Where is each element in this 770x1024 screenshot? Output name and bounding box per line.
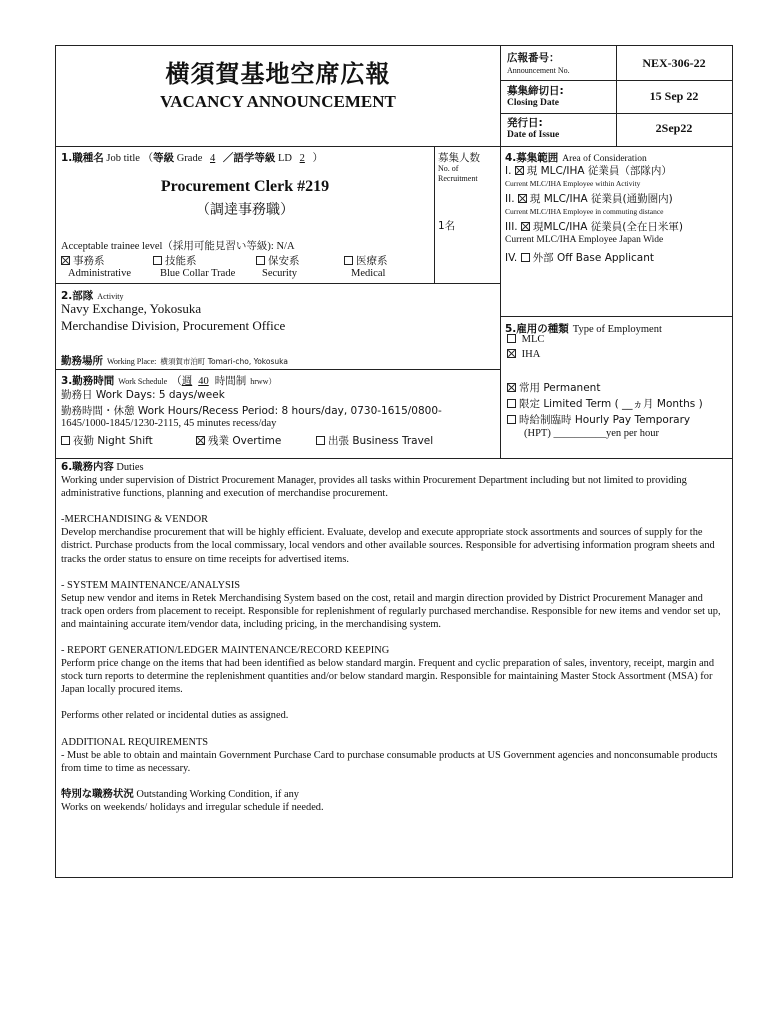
schedule-section-en: Work Schedule: [118, 377, 168, 386]
job-title-line: [61, 150, 323, 165]
grade-open: （: [142, 152, 154, 164]
closing-date-label-jp: 募集締切日:: [507, 85, 564, 97]
employment-section-en: Type of Employment: [572, 324, 662, 335]
ld-value: 2: [299, 153, 305, 164]
work-place-label-jp: 勤務場所: [61, 355, 103, 367]
work-hours-line2: 1645/1000-1845/1230-2115, 45 minutes recess/day: [61, 418, 277, 429]
merch-title: -MERCHANDISING & VENDOR: [61, 514, 209, 526]
activity-section-en: Activity: [97, 292, 124, 301]
employment-section-label: 5.雇用の種類: [505, 323, 569, 335]
announcement-no-label-en: Announcement No.: [507, 66, 570, 75]
grade-value: 4: [210, 153, 216, 164]
recruitment-value: 1名: [438, 220, 456, 232]
divider: [500, 316, 732, 317]
recruitment-label-en1: No. of: [438, 164, 459, 173]
work-place-label-en: Working Place:: [107, 357, 157, 366]
category-medical[interactable]: 医療系: [344, 253, 388, 268]
category-administrative[interactable]: 事務系: [61, 253, 105, 268]
duties-section: [61, 461, 726, 814]
page-title-en: VACANCY ANNOUNCEMENT: [160, 92, 396, 111]
grade-label-jp: 等級: [153, 152, 175, 164]
work-place-line: [61, 351, 288, 369]
checkbox-empty-icon: [507, 399, 516, 408]
week-label: 週: [181, 375, 193, 387]
checkbox-checked-icon: [61, 256, 70, 265]
area-item-2-sub: Current MLC/IHA Employee in commuting distance: [505, 207, 664, 216]
additional-body: - Must be able to obtain and maintain Government Purchase Card to purchase consumable products at US Government agencies and nonconsumable products from time to time as necessary.: [61, 749, 718, 774]
checkbox-empty-icon: [153, 256, 162, 265]
closing-date-label-en: Closing Date: [507, 98, 559, 108]
issue-date-label-en: Date of Issue: [507, 130, 560, 140]
divider: [500, 46, 501, 458]
grade-slash: ／: [222, 152, 234, 164]
system-title: - SYSTEM MAINTENANCE/ANALYSIS: [61, 579, 241, 591]
checkbox-checked-icon: [196, 436, 205, 445]
option-night-shift[interactable]: 夜勤 Night Shift: [61, 433, 153, 448]
other-duties: Performs other related or incidental duties as assigned.: [61, 710, 289, 722]
vacancy-form: [55, 45, 733, 878]
trainee-level: Acceptable trainee level（採用可能見習い等級): N/A: [61, 241, 295, 252]
recruitment-label-en2: Recruitment: [438, 174, 478, 183]
area-item-4[interactable]: IV. 外部 Off Base Applicant: [505, 252, 655, 264]
activity-line2: Merchandise Division, Procurement Office: [61, 318, 286, 333]
announcement-no-label-jp: 広報番号：: [507, 52, 560, 64]
work-place-value: 横須賀市泊町 Tomari-cho, Yokosuka: [160, 357, 288, 366]
area-item-2[interactable]: II. 現 MLC/IHA 従業員(通勤圏内): [505, 193, 673, 205]
checkbox-empty-icon: [344, 256, 353, 265]
schedule-section-label: 3.勤務時間: [61, 375, 115, 387]
category-medical-en: Medical: [351, 268, 386, 279]
area-section-label: 4.募集範囲: [505, 152, 559, 164]
merch-body: Develop merchandise procurement that will be highly efficient. Evaluate, develop and execute appropriate stock assortments and sources of supply for the district. Purchase products from the local commissary, local vendors and other available sources. Responsible for advertising information program sheets and tracks the order status to ensure on time receipts for advertised items.: [61, 527, 715, 565]
activity-line1: Navy Exchange, Yokosuka: [61, 301, 202, 316]
closing-date-value: 15 Sep 22: [649, 89, 699, 103]
system-body: Setup new vendor and items in Retek Merchandising System based on the cost, retail and margin direction provided by District Procurement Manager and track open orders from placement to receipt. Responsible for replenishment of regularly purchased merchandise. Responsible for new items and vendor set up, and maintaining accurate item/vendor data, including pricing, in the merchandising system.: [61, 592, 721, 630]
category-blue-collar[interactable]: 技能系: [153, 253, 197, 268]
option-overtime[interactable]: 残業 Overtime: [196, 433, 281, 448]
issue-date-value: 2Sep22: [655, 121, 693, 135]
recruitment-label-jp: 募集人数: [438, 152, 480, 164]
work-hours-line1: 勤務時間・休憩 Work Hours/Recess Period: 8 hours/day, 0730-1615/0800-: [61, 405, 442, 417]
category-administrative-en: Administrative: [68, 268, 131, 279]
duties-intro: Working under supervision of District Procurement Manager, provides all tasks within Procurement Department including but not limited to providing administrative functions, planning and execution of merchandise procurement.: [61, 475, 687, 500]
checkbox-checked-icon: [521, 222, 530, 231]
option-business-travel[interactable]: 出張 Business Travel: [316, 433, 433, 448]
employment-hpt: (HPT) __________yen per hour: [524, 428, 660, 439]
position-title-jp: （調達事務職）: [196, 202, 294, 218]
issue-date-label-jp: 発行日:: [507, 117, 543, 129]
checkbox-empty-icon: [507, 415, 516, 424]
ld-label-jp: 語学等級: [233, 152, 276, 164]
employment-hourly[interactable]: 時給制臨時 Hourly Pay Temporary: [507, 412, 690, 427]
grade-close: ）: [312, 153, 323, 164]
grade-label-en: Grade: [176, 153, 203, 164]
category-blue-collar-en: Blue Collar Trade: [160, 268, 236, 279]
additional-title: ADDITIONAL REQUIREMENTS: [61, 736, 209, 748]
hrs-label-en: hrww）: [250, 377, 277, 386]
job-section-label: 1.職種名: [61, 152, 104, 164]
activity-section-label: 2.部隊: [61, 290, 94, 302]
announcement-no-value: NEX-306-22: [642, 56, 706, 70]
report-title: - REPORT GENERATION/LEDGER MAINTENANCE/RECORD KEEPING: [61, 645, 390, 657]
category-security[interactable]: 保安系: [256, 253, 300, 268]
duties-section-en: Duties: [116, 462, 144, 473]
special-body: Works on weekends/ holidays and irregular schedule if needed.: [61, 801, 324, 813]
area-item-3[interactable]: III. 現MLC/IHA 従業員(全在日米軍): [505, 221, 683, 233]
divider: [56, 146, 732, 147]
divider: [56, 369, 500, 370]
schedule-open: （: [171, 375, 182, 387]
checkbox-empty-icon: [256, 256, 265, 265]
area-item-1[interactable]: I. 現 MLC/IHA 従業員（部隊内）: [505, 165, 672, 177]
page-title-jp: 横須賀基地空席広報: [165, 60, 391, 88]
hours-value: 40: [198, 376, 209, 387]
checkbox-empty-icon: [507, 334, 516, 343]
area-item-1-sub: Current MLC/IHA Employee within Activity: [505, 179, 641, 188]
divider: [56, 458, 732, 459]
checkbox-empty-icon: [521, 253, 530, 262]
position-title-en: Procurement Clerk #219: [160, 178, 330, 195]
special-heading: [61, 788, 726, 801]
duties-section-label: 6.職務内容: [61, 461, 114, 473]
checkbox-empty-icon: [61, 436, 70, 445]
area-item-3-sub: Current MLC/IHA Employee Japan Wide: [505, 235, 664, 245]
hours-label: 時間制: [214, 375, 247, 387]
employment-type-mlc[interactable]: MLC: [507, 334, 544, 345]
employment-limited[interactable]: 限定 Limited Term ( __ヵ月 Months ): [507, 396, 703, 411]
checkbox-empty-icon: [316, 436, 325, 445]
checkbox-checked-icon: [507, 349, 516, 358]
special-label-jp: 特別な職務状況: [61, 787, 134, 800]
work-days: 勤務日 Work Days: 5 days/week: [61, 389, 225, 401]
divider: [434, 146, 435, 283]
duties-heading: [61, 461, 726, 474]
employment-permanent[interactable]: 常用 Permanent: [507, 380, 600, 395]
checkbox-checked-icon: [518, 194, 527, 203]
area-section-en: Area of Consideration: [562, 154, 647, 164]
checkbox-checked-icon: [515, 166, 524, 175]
report-body: Perform price change on the items that had been identified as below standard margin. Frequent and cyclic preparation of sales, inventory, receipt, margin and stock turn reports to determine the replenishment quantities and/or below standard margin. Responsible for maintaining Master Stock Assortment (MSA) for Japan locally procured items.: [61, 658, 715, 696]
special-label-en: Outstanding Working Condition, if any: [136, 788, 299, 800]
employment-type-iha[interactable]: IHA: [507, 349, 540, 360]
ld-label-en: LD: [278, 153, 292, 164]
divider: [56, 283, 500, 284]
checkbox-checked-icon: [507, 383, 516, 392]
job-title-label: Job title: [106, 153, 140, 164]
category-security-en: Security: [262, 268, 297, 279]
